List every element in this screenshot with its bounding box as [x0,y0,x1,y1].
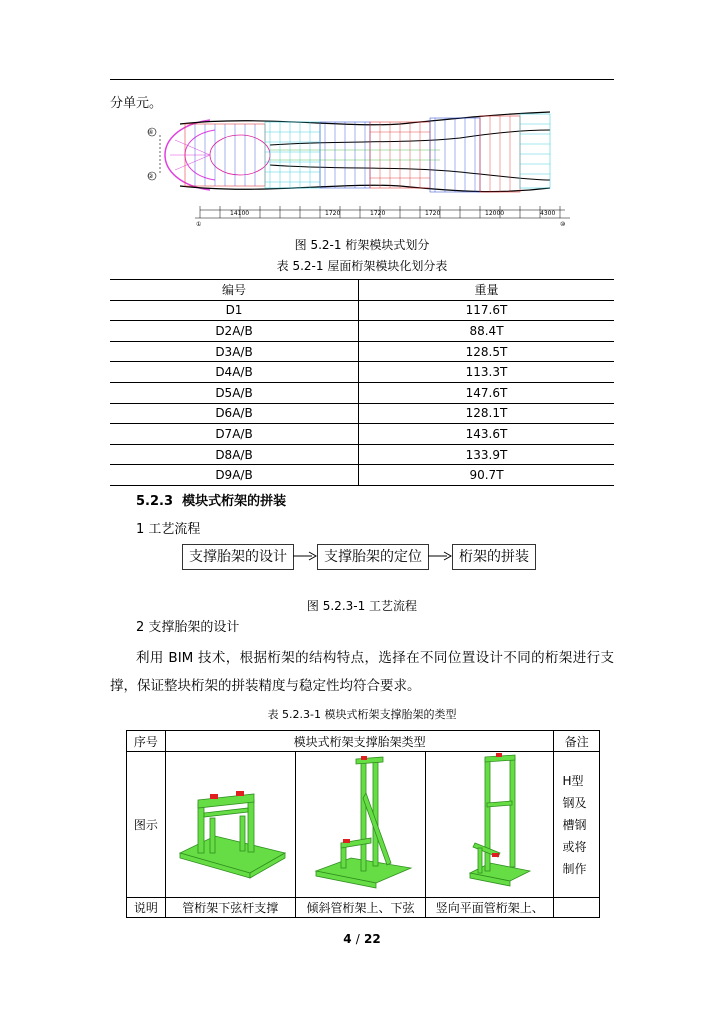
frame-image-3 [426,752,554,898]
truss-division-table [110,279,614,486]
header-seq: 序号 [127,731,166,752]
flow-caption: 图 5.2.3-1 工艺流程 [306,599,418,613]
table-row [127,898,600,918]
header-rule [110,79,614,80]
description-1: 管桁架下弦杆支撑 [165,898,295,918]
table-row [127,752,600,898]
page-separator: / [355,932,360,946]
header-type: 模块式桁架支撑胎架类型 [165,731,554,752]
page-total: 22 [364,932,381,946]
section-heading [136,490,286,509]
table-row: D2A/B 88.4T [110,321,614,342]
table-row: D7A/B 143.6T [110,424,614,445]
table-row: D3A/B 128.5T [110,341,614,362]
table-header-row [110,280,614,301]
dim-label: 1720 [425,210,441,217]
table-row: D8A/B 133.9T [110,444,614,465]
flow-step-2: 支撑胎架的定位 [317,544,429,570]
flow-step-3: 桁架的拼装 [452,544,536,570]
support-frame-icon [430,753,550,893]
row-label-description: 说明 [127,898,166,918]
table-header-row [127,731,600,752]
note-cell: H型钢及槽钢或将制作 [554,752,600,898]
grid-label: ⑩ [560,221,566,228]
body-paragraph: 利用 BIM 技术，根据桁架的结构特点，选择在不同位置设计不同的桁架进行支撑，保证整块桁架的拼装精度与稳定性均符合要求。 [110,650,614,694]
page-current: 4 [343,932,352,946]
dim-label: 4300 [540,210,556,217]
flow-arrow-icon [427,548,452,564]
table2-caption: 表 5.2.3-1 模块式桁架支撑胎架的类型 [267,708,457,721]
table-row: D5A/B 147.6T [110,382,614,403]
row-label-illustration: 图示 [127,752,166,898]
support-frame-icon [301,753,421,893]
table-row: D1 117.6T [110,300,614,321]
section-number: 5.2.3 [136,494,174,509]
dim-label: 1720 [370,210,386,217]
section-title: 模块式桁架的拼装 [182,494,287,509]
support-frame-table [126,730,600,918]
dim-label: 14100 [230,210,250,217]
table-row: D4A/B 113.3T [110,362,614,383]
header-weight: 重量 [359,280,615,301]
table-row: D6A/B 128.1T [110,403,614,424]
frame-image-1 [165,752,295,898]
dim-label: 12000 [485,210,505,217]
figure1-caption: 图 5.2-1 桁架模块式划分 [294,238,430,252]
header-note: 备注 [554,731,600,752]
description-2: 倾斜管桁架上、下弦 [295,898,425,918]
grid-label: ② [148,173,154,180]
subheading-design: 2 支撑胎架的设计 [136,620,240,635]
description-3: 竖向平面管桁架上、 [426,898,554,918]
dim-label: 1720 [325,210,341,217]
flow-step-1: 支撑胎架的设计 [182,544,294,570]
table-row: D9A/B 90.7T [110,465,614,486]
page-number [110,932,614,946]
frame-image-2 [295,752,425,898]
subheading-process: 1 工艺流程 [136,522,201,537]
top-text: 分单元。 [110,96,163,111]
truss-plan-figure [140,110,580,230]
grid-label: ① [196,221,202,228]
header-id: 编号 [110,280,359,301]
support-frame-icon [170,758,290,888]
flow-arrow-icon [292,548,317,564]
table1-caption: 表 5.2-1 屋面桁架模块化划分表 [276,259,448,273]
grid-label: ④ [148,129,154,136]
